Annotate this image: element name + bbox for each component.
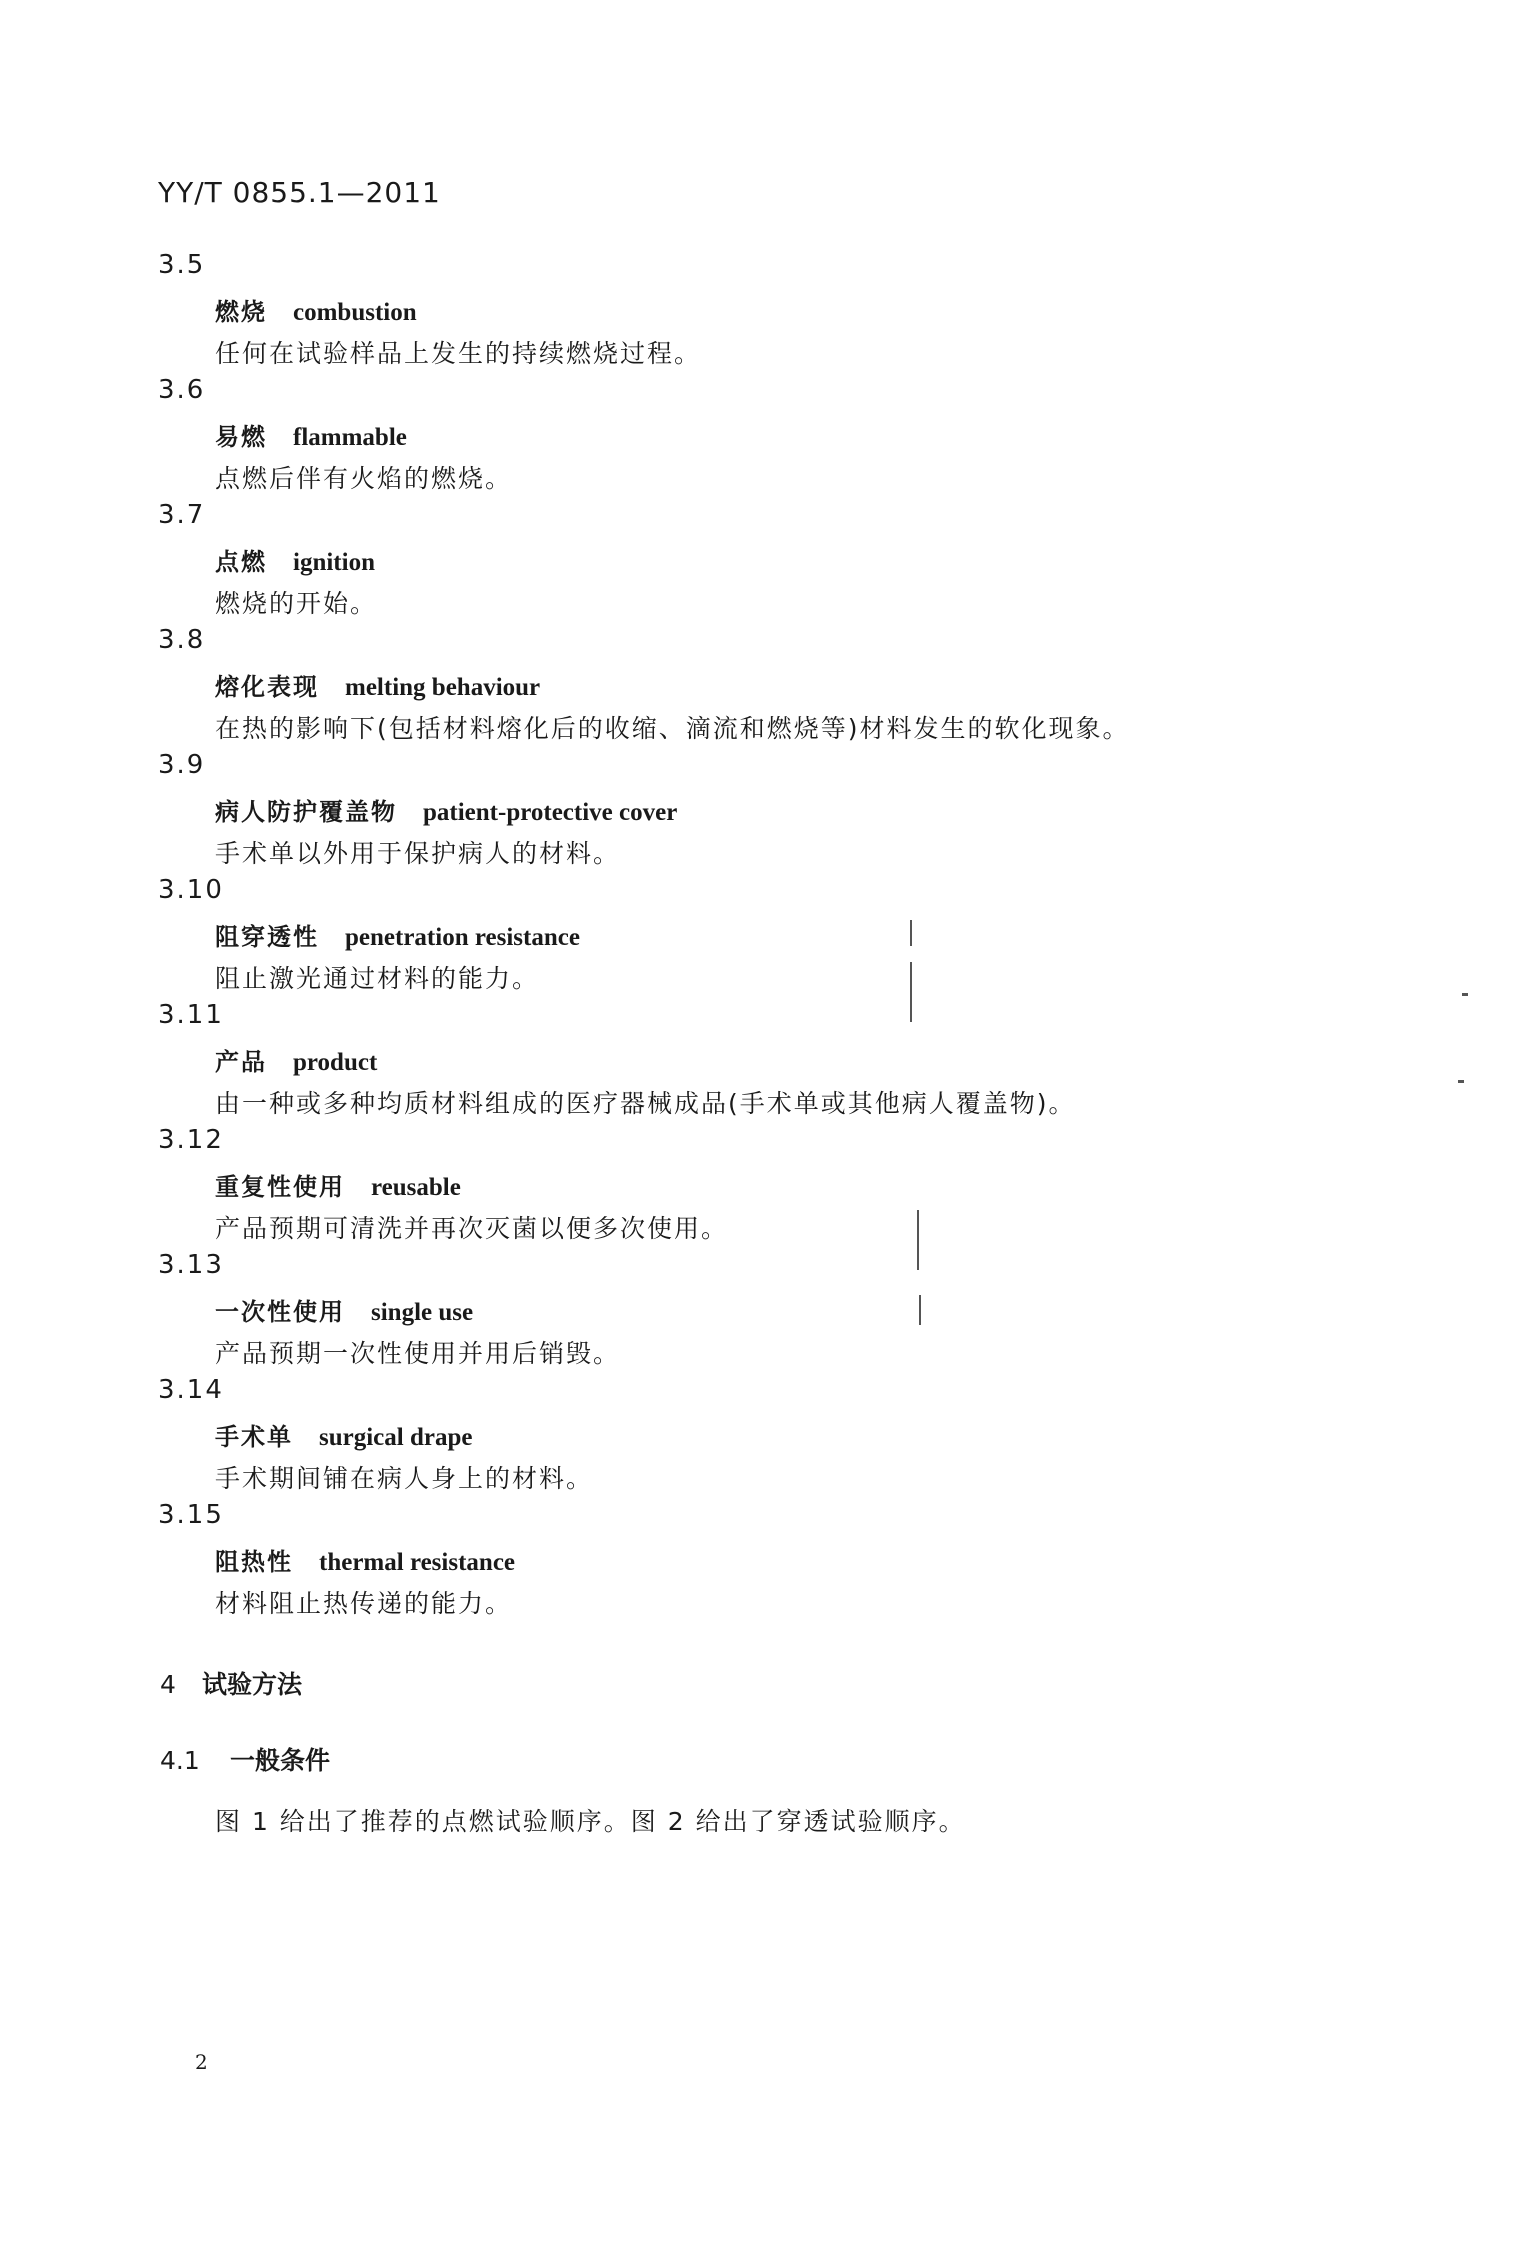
term-definition: 燃烧的开始。 [215, 589, 378, 618]
term-definition: 由一种或多种均质材料组成的医疗器械成品(手术单或其他病人覆盖物)。 [215, 1089, 1076, 1118]
term-zh: 易燃 [215, 423, 267, 451]
clause-number: 3.12 [158, 1125, 224, 1155]
term-heading [215, 917, 580, 952]
term-en: patient-protective cover [423, 799, 678, 826]
term-en: ignition [293, 549, 375, 576]
subsection-number: 4.1 [160, 1746, 200, 1775]
body-paragraph: 图 1 给出了推荐的点燃试验顺序。图 2 给出了穿透试验顺序。 [215, 1807, 966, 1836]
term-definition: 手术期间铺在病人身上的材料。 [215, 1464, 594, 1493]
clause-number: 3.6 [158, 375, 206, 405]
term-en: product [293, 1049, 378, 1076]
term-en: penetration resistance [345, 924, 580, 951]
scan-artifact [919, 1295, 921, 1325]
clause-number: 3.13 [158, 1250, 224, 1280]
term-zh: 熔化表现 [215, 673, 319, 701]
term-definition: 产品预期可清洗并再次灭菌以便多次使用。 [215, 1214, 729, 1243]
term-heading [215, 1542, 515, 1577]
clause-number: 3.15 [158, 1500, 224, 1530]
term-definition: 材料阻止热传递的能力。 [215, 1589, 513, 1618]
term-heading [215, 417, 407, 452]
term-zh: 阻穿透性 [215, 923, 319, 951]
term-en: melting behaviour [345, 674, 541, 701]
clause-number: 3.14 [158, 1375, 224, 1405]
term-heading [215, 792, 677, 827]
term-definition: 阻止激光通过材料的能力。 [215, 964, 540, 993]
term-heading [215, 1417, 472, 1452]
term-zh: 一次性使用 [215, 1298, 345, 1326]
term-en: reusable [371, 1174, 461, 1201]
term-heading [215, 1292, 473, 1327]
section-heading [160, 1665, 302, 1701]
term-definition: 在热的影响下(包括材料熔化后的收缩、滴流和燃烧等)材料发生的软化现象。 [215, 714, 1130, 743]
term-zh: 产品 [215, 1048, 267, 1076]
section-title: 试验方法 [202, 1670, 303, 1699]
term-heading [215, 1042, 377, 1077]
term-definition: 手术单以外用于保护病人的材料。 [215, 839, 621, 868]
scan-artifact [1458, 1080, 1464, 1083]
term-en: flammable [293, 424, 407, 451]
term-zh: 点燃 [215, 548, 267, 576]
clause-number: 3.10 [158, 875, 224, 905]
term-en: single use [371, 1299, 474, 1326]
clause-number: 3.9 [158, 750, 206, 780]
term-heading [215, 542, 375, 577]
standard-code-header: YY/T 0855.1—2011 [158, 176, 441, 209]
term-heading [215, 1167, 461, 1202]
clause-number: 3.7 [158, 500, 206, 530]
term-definition: 产品预期一次性使用并用后销毁。 [215, 1339, 621, 1368]
scan-artifact [910, 920, 912, 946]
scan-artifact [1462, 993, 1468, 996]
term-zh: 病人防护覆盖物 [215, 798, 397, 826]
term-zh: 燃烧 [215, 298, 267, 326]
scan-artifact [917, 1210, 919, 1270]
term-zh: 手术单 [215, 1423, 293, 1451]
term-heading [215, 292, 417, 327]
term-definition: 任何在试验样品上发生的持续燃烧过程。 [215, 339, 702, 368]
term-heading [215, 667, 540, 702]
clause-number: 3.11 [158, 1000, 224, 1030]
term-zh: 阻热性 [215, 1548, 293, 1576]
clause-number: 3.8 [158, 625, 206, 655]
page-number: 2 [195, 2050, 208, 2074]
term-definition: 点燃后伴有火焰的燃烧。 [215, 464, 513, 493]
term-en: combustion [293, 299, 417, 326]
scan-artifact [910, 962, 912, 1022]
subsection-title: 一般条件 [230, 1746, 331, 1775]
term-en: surgical drape [319, 1424, 473, 1451]
term-zh: 重复性使用 [215, 1173, 345, 1201]
section-number: 4 [160, 1670, 176, 1699]
subsection-heading [160, 1741, 330, 1777]
clause-number: 3.5 [158, 250, 206, 280]
term-en: thermal resistance [319, 1549, 516, 1576]
